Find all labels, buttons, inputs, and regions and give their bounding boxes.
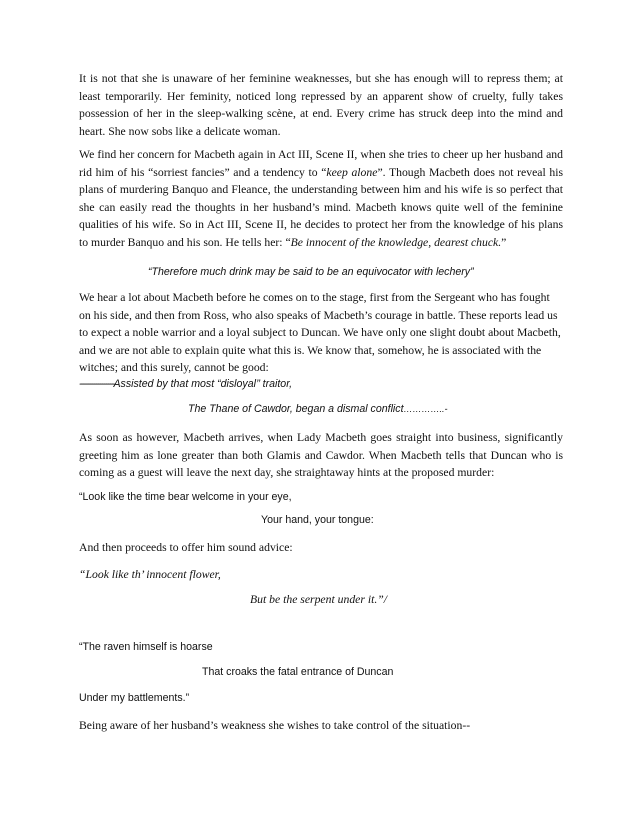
paragraph-text: We find her concern for Macbeth again in Act III, Scene II, when she tries to cheer up her husband and rid him of his “sorriest fancies” and a tendency to “ bbox=[79, 148, 563, 179]
paragraph-text: ”. Though Macbeth does not reveal his plans of murdering Banquo and Fleance, the understanding between him and his wife is so perfect that she can easily read the thoughts in her husband’s mind. Macbeth knows quite well of the feminine qualities of his wife. So in Act III, Scene II, he decides to protect her from the knowledge of his plans to murder Banquo and his son. He tells her: “ bbox=[79, 165, 563, 249]
quote-hand-tongue: Your hand, your tongue: bbox=[261, 514, 374, 526]
quote-look-like-time: “Look like the time bear welcome in your eye, bbox=[79, 491, 292, 503]
quote-disloyal-traitor bbox=[79, 377, 292, 392]
paragraph-macbeth-arrives: As soon as however, Macbeth arrives, when Lady Macbeth goes straight into business, significantly greeting him as lone greater than both Glamis and Cawdor. When Macbeth tells that Duncan who is coming as a guest will leave the next day, she straightaway hints at the proposed murder: bbox=[79, 431, 563, 480]
quote-raven-hoarse: “The raven himself is hoarse bbox=[79, 641, 213, 653]
paragraph-macbeth-reports: We hear a lot about Macbeth before he comes on to the stage, first from the Sergeant who has fought on his side, and then from Ross, who also speaks of Macbeth’s courage in battle. These reports lead us to expect a noble warrior and a loyal subject to Duncan. We have only one slight doubt about Macbeth, and we are not able to explain quite what this is. We know that, somehow, he is associated with the witches; and this surely, cannot be good: bbox=[79, 291, 561, 375]
paragraph-act-three-scene-two bbox=[79, 146, 563, 252]
quote-battlements: Under my battlements.” bbox=[79, 692, 190, 704]
quote-keep-alone: keep alone bbox=[326, 165, 378, 179]
ellipsis-dots: …………..- bbox=[403, 404, 448, 414]
paragraph-sound-advice: And then proceeds to offer him sound advice: bbox=[79, 541, 293, 554]
paragraph-text: ” bbox=[501, 235, 507, 249]
quote-text: The Thane of Cawdor, began a dismal conflict bbox=[188, 403, 404, 415]
quote-serpent-under-it: But be the serpent under it.”/ bbox=[250, 593, 387, 606]
dash-rule: ----------------- bbox=[79, 378, 114, 390]
paragraph-take-control: Being aware of her husband’s weakness she wishes to take control of the situation-- bbox=[79, 719, 471, 732]
quote-thane-of-cawdor bbox=[188, 402, 448, 417]
quote-innocent-flower: “Look like th’ innocent flower, bbox=[79, 568, 221, 581]
paragraph-feminine-weakness: It is not that she is unaware of her feminine weaknesses, but she has enough will to repress them; at least temporarily. Her feminity, noticed long repressed by an apparent show of cruelty, fully takes possession of her in the sleep-walking scène, at end. Every crime has struck deep into the mind and heart. She now sobs like a delicate woman. bbox=[79, 72, 563, 138]
quote-equivocator: “Therefore much drink may be said to be an equivocator with lechery” bbox=[148, 266, 474, 278]
quote-text: Assisted by that most “disloyal’’ traitor, bbox=[113, 378, 293, 390]
quote-fatal-entrance: That croaks the fatal entrance of Duncan bbox=[202, 666, 394, 678]
quote-be-innocent: Be innocent of the knowledge, dearest chuck. bbox=[290, 235, 502, 249]
